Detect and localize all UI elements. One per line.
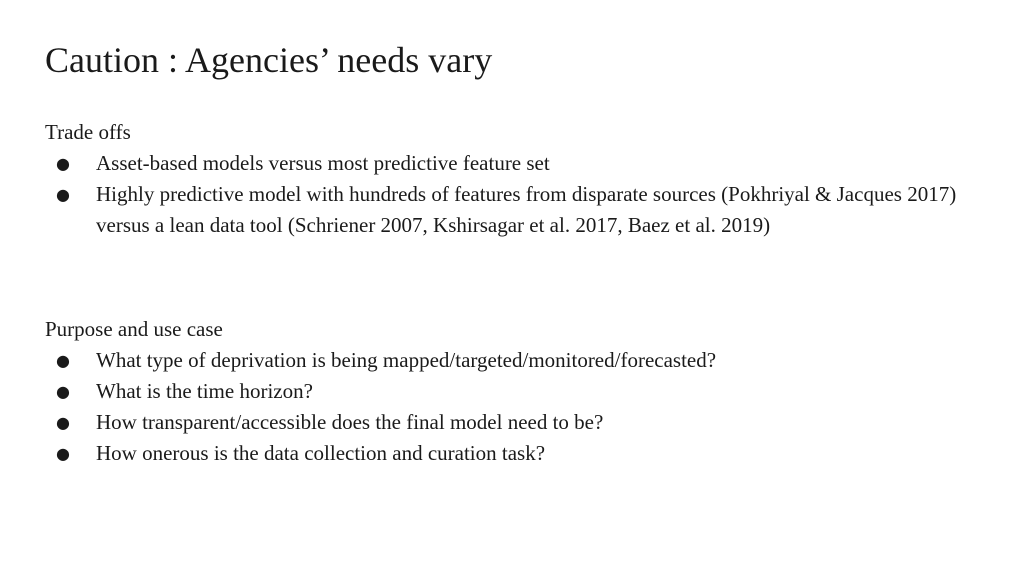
bullet-icon: ● [56, 413, 70, 432]
list-item-text: What type of deprivation is being mapped/targeted/monitored/forecasted? [96, 348, 717, 372]
section-heading: Purpose and use case [45, 317, 223, 341]
list-item-text: How transparent/accessible does the final model need to be? [96, 410, 604, 434]
bullet-icon: ● [56, 382, 70, 401]
bullet-icon: ● [56, 154, 70, 173]
list-item [45, 148, 990, 179]
list-item [45, 376, 990, 407]
list-item [45, 407, 990, 438]
list-item [45, 438, 990, 469]
bullet-icon: ● [56, 444, 70, 463]
bullet-icon: ● [56, 185, 70, 204]
list-item-text: Asset-based models versus most predictive feature set [96, 151, 550, 175]
list-item [45, 179, 990, 241]
section-heading: Trade offs [45, 120, 131, 144]
section-purpose-use-case [45, 314, 990, 469]
list-item-text: How onerous is the data collection and curation task? [96, 441, 546, 465]
bullet-list [45, 148, 990, 241]
list-item [45, 345, 990, 376]
bullet-list [45, 345, 990, 469]
slide-title: Caution : Agencies’ needs vary [45, 40, 493, 80]
list-item-text: What is the time horizon? [96, 379, 313, 403]
section-trade-offs [45, 117, 990, 241]
bullet-icon: ● [56, 351, 70, 370]
list-item-text: Highly predictive model with hundreds of features from disparate sources (Pokhriyal & Jacques 2017) versus a lean data tool (Schriener 2007, Kshirsagar et al. 2017, Baez et al. 2019) [96, 182, 957, 237]
